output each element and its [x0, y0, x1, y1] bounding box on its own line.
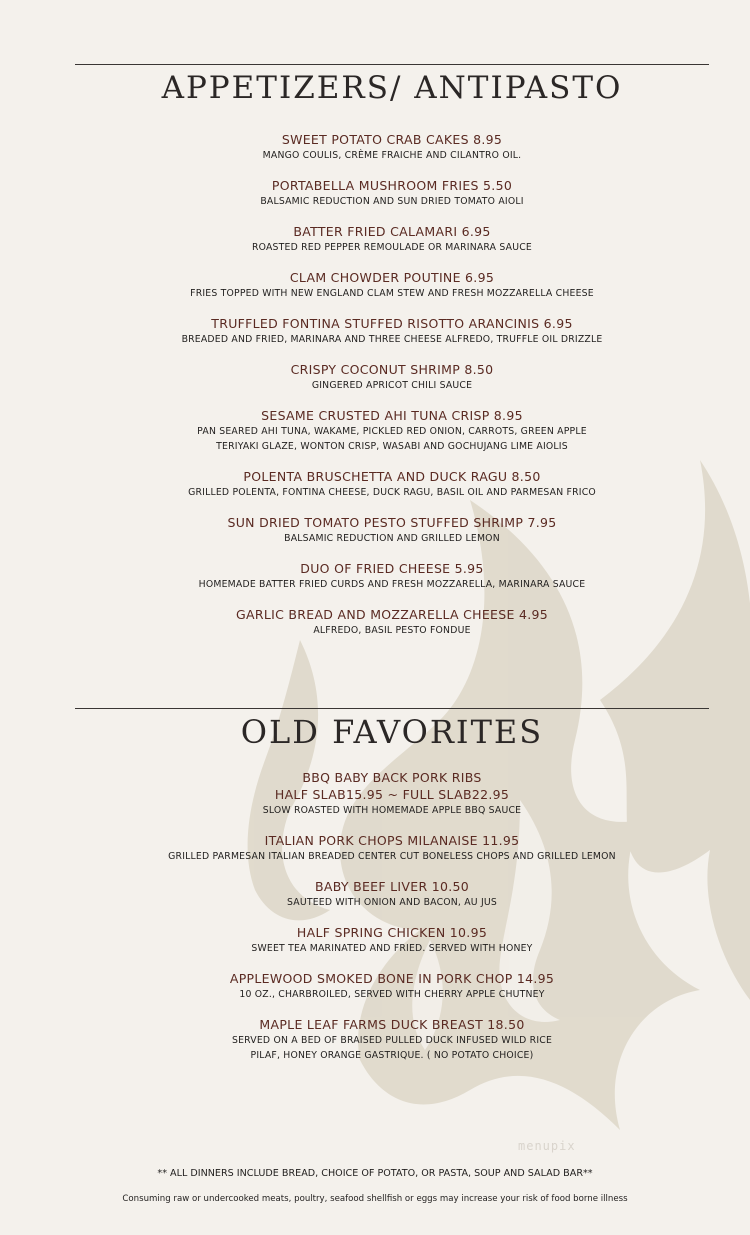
menu-item-description: BREADED AND FRIED, MARINARA AND THREE CHEESE ALFREDO, TRUFFLE OIL DRIZZLE: [181, 334, 603, 345]
menu-item-description: BALSAMIC REDUCTION AND GRILLED LEMON: [284, 533, 500, 544]
menu-item-description: BALSAMIC REDUCTION AND SUN DRIED TOMATO AIOLI: [260, 196, 524, 207]
menu-item: [75, 468, 709, 500]
menu-item-description: 10 OZ., CHARBROILED, SERVED WITH CHERRY APPLE CHUTNEY: [239, 989, 545, 1000]
menu-item-description: MANGO COULIS, CRÈME FRAICHE AND CILANTRO OIL.: [262, 150, 522, 161]
menu-item-description: ALFREDO, BASIL PESTO FONDUE: [313, 625, 471, 636]
menu-item-name: SUN DRIED TOMATO PESTO STUFFED SHRIMP 7.95: [227, 515, 557, 530]
menu-item-name: BBQ BABY BACK PORK RIBS: [302, 770, 482, 785]
menu-item-description: SLOW ROASTED WITH HOMEMADE APPLE BBQ SAUCE: [262, 805, 522, 816]
section-divider: [75, 64, 709, 65]
health-warning: Consuming raw or undercooked meats, poultry, seafood shellfish or eggs may increase your risk of food borne illness: [122, 1194, 628, 1204]
menu-item: [75, 407, 709, 454]
appetizers-list: [75, 131, 709, 652]
menu-item-description: SERVED ON A BED OF BRAISED PULLED DUCK INFUSED WILD RICE: [231, 1035, 553, 1046]
menu-item-name: DUO OF FRIED CHEESE 5.95: [300, 561, 484, 576]
menu-item: [75, 361, 709, 393]
menu-item-name: BATTER FRIED CALAMARI 6.95: [293, 224, 491, 239]
menu-item-name: APPLEWOOD SMOKED BONE IN PORK CHOP 14.95: [229, 971, 555, 986]
menu-item-name: POLENTA BRUSCHETTA AND DUCK RAGU 8.50: [243, 469, 541, 484]
menu-item-name: SWEET POTATO CRAB CAKES 8.95: [281, 132, 503, 147]
menu-item-price-options: HALF SLAB15.95 ~ FULL SLAB22.95: [274, 787, 510, 802]
menu-item-description: PILAF, HONEY ORANGE GASTRIQUE. ( NO POTATO CHOICE): [250, 1050, 534, 1061]
menu-item: [75, 177, 709, 209]
old-favorites-title: OLD FAVORITES: [240, 713, 544, 751]
menu-item: [75, 315, 709, 347]
menu-item: [75, 924, 709, 956]
menu-item-description: FRIES TOPPED WITH NEW ENGLAND CLAM STEW AND FRESH MOZZARELLA CHEESE: [190, 288, 594, 299]
menu-item: [75, 769, 709, 818]
section-divider: [75, 708, 709, 709]
menu-item-description: SAUTEED WITH ONION AND BACON, AU JUS: [286, 897, 498, 908]
menu-item: [75, 131, 709, 163]
menu-item-name: CLAM CHOWDER POUTINE 6.95: [289, 270, 495, 285]
menu-item-description: GINGERED APRICOT CHILI SAUCE: [311, 380, 473, 391]
menu-item-name: CRISPY COCONUT SHRIMP 8.50: [290, 362, 494, 377]
menu-item-description: TERIYAKI GLAZE, WONTON CRISP, WASABI AND GOCHUJANG LIME AIOLIS: [216, 441, 568, 452]
menu-item-name: PORTABELLA MUSHROOM FRIES 5.50: [271, 178, 513, 193]
menu-item: [75, 1016, 709, 1063]
menu-item-description: HOMEMADE BATTER FRIED CURDS AND FRESH MOZZARELLA, MARINARA SAUCE: [198, 579, 586, 590]
menu-item-name: TRUFFLED FONTINA STUFFED RISOTTO ARANCINIS 6.95: [211, 316, 573, 331]
menu-item-description: SWEET TEA MARINATED AND FRIED. SERVED WITH HONEY: [251, 943, 533, 954]
menu-item: [75, 878, 709, 910]
menu-item-description: PAN SEARED AHI TUNA, WAKAME, PICKLED RED ONION, CARROTS, GREEN APPLE: [197, 426, 587, 437]
menu-item-name: BABY BEEF LIVER 10.50: [314, 879, 469, 894]
menu-item-description: GRILLED PARMESAN ITALIAN BREADED CENTER CUT BONELESS CHOPS AND GRILLED LEMON: [168, 851, 616, 862]
menu-item-name: SESAME CRUSTED AHI TUNA CRISP 8.95: [261, 408, 523, 423]
old-favorites-list: [75, 769, 709, 1077]
menu-item-name: HALF SPRING CHICKEN 10.95: [296, 925, 488, 940]
menu-item-name: GARLIC BREAD AND MOZZARELLA CHEESE 4.95: [236, 607, 548, 622]
menu-item: [75, 223, 709, 255]
menu-item-name: ITALIAN PORK CHOPS MILANAISE 11.95: [264, 833, 520, 848]
dinners-note: ** ALL DINNERS INCLUDE BREAD, CHOICE OF POTATO, OR PASTA, SOUP AND SALAD BAR**: [157, 1168, 593, 1179]
menu-item: [75, 269, 709, 301]
appetizers-title: APPETIZERS/ ANTIPASTO: [161, 70, 623, 106]
menu-item: [75, 970, 709, 1002]
menu-item-description: GRILLED POLENTA, FONTINA CHEESE, DUCK RAGU, BASIL OIL AND PARMESAN FRICO: [188, 487, 596, 498]
menu-item-description: ROASTED RED PEPPER REMOULADE OR MARINARA SAUCE: [251, 242, 533, 253]
watermark-logo: menupix: [518, 1139, 576, 1153]
menu-item: [75, 606, 709, 638]
menu-item: [75, 832, 709, 864]
menu-item-name: MAPLE LEAF FARMS DUCK BREAST 18.50: [259, 1017, 525, 1032]
menu-item: [75, 514, 709, 546]
menu-item: [75, 560, 709, 592]
